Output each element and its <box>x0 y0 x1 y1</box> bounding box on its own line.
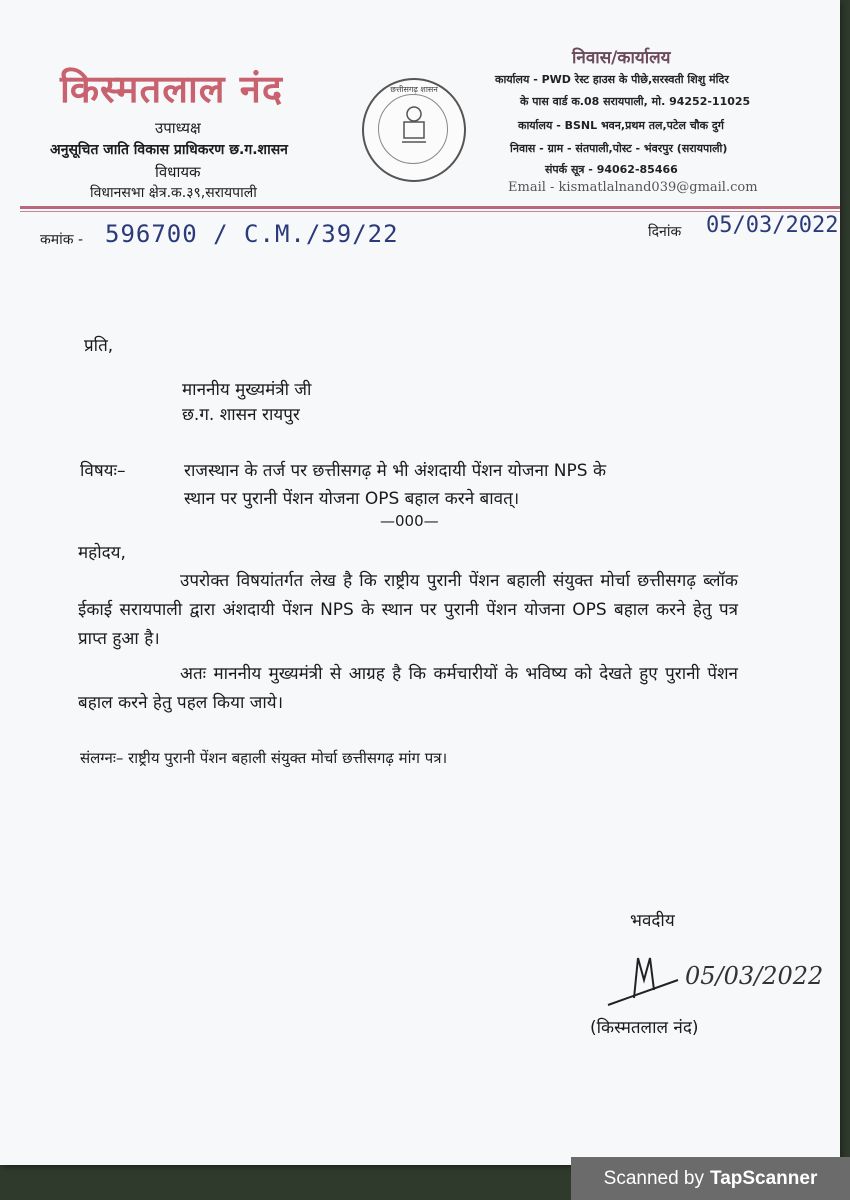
subject-line: स्थान पर पुरानी पेंशन योजना OPS बहाल करने बावत्। <box>184 489 520 509</box>
signature-date: 05/03/2022 <box>685 962 824 990</box>
title: विधायक <box>155 163 201 181</box>
addressee-line: छ.ग. शासन रायपुर <box>182 405 300 425</box>
office-line: संपर्क सूत्र - 94062-85466 <box>545 163 678 176</box>
office-line: निवास - ग्राम - संतपाली,पोस्ट - भंवरपुर (सरायपाली) <box>510 142 728 155</box>
body-paragraph: अतः माननीय मुख्यमंत्री से आग्रह है कि कर्मचारीयों के भविष्य को देखते हुए पुरानी पेंशन बहाल करने हेतु पहल किया जाये। <box>78 664 738 713</box>
watermark-prefix: Scanned by <box>603 1167 704 1189</box>
subject-line: राजस्थान के तर्ज पर छत्तीसगढ़ मे भी अंशदायी पेंशन योजना NPS के <box>184 461 606 481</box>
signature-mark-icon <box>598 950 688 1010</box>
scanner-watermark <box>571 1157 850 1200</box>
date-value: 05/03/2022 <box>706 213 839 238</box>
header-divider <box>20 206 840 209</box>
constituency: विधानसभा क्षेत्र.क.३९,सरायपाली <box>90 185 257 201</box>
email: Email - kismatlalnand039@gmail.com <box>508 180 758 195</box>
office-line: कार्यालय - PWD रेस्ट हाउस के पीछे,सरस्वती शिशु मंदिर <box>495 73 729 86</box>
body-paragraph: उपरोक्त विषयांतर्गत लेख है कि राष्ट्रीय पुरानी पेंशन बहाली संयुक्त मोर्चा छत्तीसगढ़ ब्लॉक ईकाई सरायपाली द्वारा अंशदायी पेंशन NPS के स्थान पर पुरानी पेंशन योजना OPS बहाल करने हेतु पत्र प्राप्त हुआ है। <box>78 571 738 649</box>
authority: अनुसूचित जाति विकास प्राधिकरण छ.ग.शासन <box>50 142 288 158</box>
subject-label: विषयः– <box>80 461 126 481</box>
letterhead-name: किस्मतलाल नंद <box>60 66 284 111</box>
separator: —000— <box>380 512 439 530</box>
enclosure: संलग्नः– राष्ट्रीय पुरानी पेंशन बहाली संयुक्त मोर्चा छत्तीसगढ़ मांग पत्र। <box>80 749 448 767</box>
date-label: दिनांक <box>648 224 682 240</box>
closing: भवदीय <box>630 911 675 931</box>
designation: उपाध्यक्ष <box>155 119 201 137</box>
salutation: महोदय, <box>78 543 126 563</box>
reference-number: 596700 / C.M./39/22 <box>105 220 399 248</box>
signatory-name: (किस्मतलाल नंद) <box>590 1018 699 1038</box>
office-line: कार्यालय - BSNL भवन,प्रथम तल,पटेल चौक दुर्ग <box>518 119 724 132</box>
watermark-brand: TapScanner <box>710 1167 818 1189</box>
addressee-line: माननीय मुख्यमंत्री जी <box>182 380 312 400</box>
seal-text: छत्तीसगढ़ शासन <box>390 85 438 94</box>
office-heading: निवास/कार्यालय <box>572 48 671 68</box>
reference-label: कमांक - <box>40 232 84 248</box>
header-divider-thin <box>20 211 840 212</box>
government-seal-icon <box>362 78 466 182</box>
recipient-prefix: प्रति, <box>84 336 114 356</box>
office-line: के पास वार्ड क.08 सरायपाली, मो. 94252-11025 <box>520 95 751 108</box>
